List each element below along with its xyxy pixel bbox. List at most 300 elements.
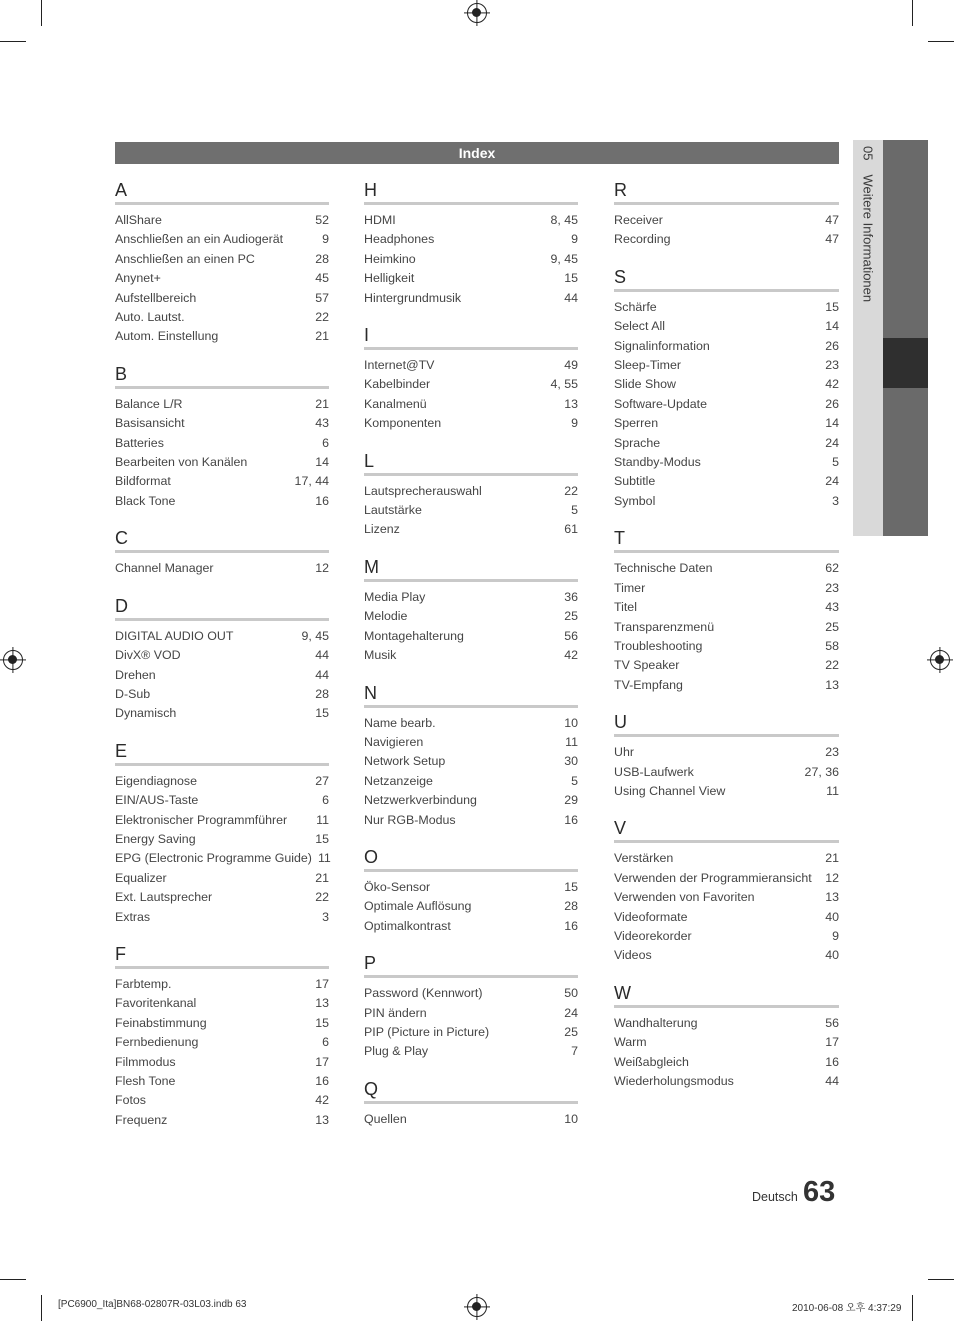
- index-entry: [614, 869, 839, 888]
- index-entry: [115, 646, 329, 665]
- entry-pages: 21: [315, 396, 329, 411]
- index-entry: [614, 317, 839, 336]
- entry-pages: 9, 45: [550, 251, 578, 266]
- entry-pages: 47: [825, 232, 839, 247]
- section-letter: U: [614, 712, 839, 737]
- index-entry: [364, 250, 578, 269]
- entry-term: Balance L/R: [115, 396, 183, 411]
- entry-pages: 6: [322, 435, 329, 450]
- entry-term: Videos: [614, 948, 652, 963]
- index-entry: [115, 472, 329, 491]
- entry-term: Network Setup: [364, 754, 446, 769]
- entry-pages: 6: [322, 1035, 329, 1050]
- index-entry: [614, 356, 839, 375]
- side-tab-label: [861, 146, 876, 346]
- entry-term: Uhr: [614, 745, 634, 760]
- entry-term: Basisansicht: [115, 416, 185, 431]
- entry-term: Schärfe: [614, 299, 657, 314]
- entry-term: Nur RGB-Modus: [364, 812, 456, 827]
- index-entry: [115, 327, 329, 346]
- entry-term: Bearbeiten von Kanälen: [115, 455, 248, 470]
- entry-pages: 8, 45: [550, 213, 578, 227]
- crop-mark: [928, 1279, 954, 1280]
- entry-pages: 44: [315, 648, 329, 663]
- entry-term: Netzwerkverbindung: [364, 793, 477, 808]
- index-entry: [364, 356, 578, 375]
- index-entry: [614, 230, 839, 249]
- entry-term: Videoformate: [614, 909, 688, 924]
- page-title: Index: [115, 142, 839, 164]
- index-section-i: [364, 325, 578, 434]
- entry-pages: 43: [825, 600, 839, 615]
- index-entry: [614, 298, 839, 317]
- entry-pages: 28: [564, 899, 578, 914]
- index-entry: [115, 1053, 329, 1072]
- entry-term: Software-Update: [614, 396, 707, 411]
- index-column-1: [115, 180, 329, 1147]
- section-letter: C: [115, 528, 329, 553]
- index-entry: [115, 772, 329, 791]
- entry-term: Timer: [614, 580, 646, 595]
- section-letter: P: [364, 953, 578, 978]
- index-entry: [614, 395, 839, 414]
- index-entry: [614, 849, 839, 868]
- entry-pages: 27, 36: [804, 764, 839, 779]
- index-entry: [614, 1072, 839, 1091]
- entry-pages: 44: [825, 1074, 839, 1088]
- entry-term: Lautsprecherauswahl: [364, 483, 482, 498]
- entry-term: Subtitle: [614, 474, 656, 489]
- index-entry: [364, 395, 578, 414]
- registration-mark-icon: [467, 1297, 487, 1317]
- entry-term: Extras: [115, 909, 151, 924]
- section-letter: O: [364, 847, 578, 872]
- index-entry: [364, 230, 578, 249]
- entry-pages: 16: [564, 918, 578, 933]
- index-section-r: [614, 180, 839, 250]
- chapter-number: 05: [860, 146, 876, 161]
- entry-term: Signalinformation: [614, 338, 710, 353]
- entry-term: Weißabgleich: [614, 1054, 689, 1069]
- entry-term: Receiver: [614, 213, 663, 227]
- section-letter: E: [115, 741, 329, 766]
- entry-term: Plug & Play: [364, 1044, 429, 1059]
- index-section-w: [614, 983, 839, 1092]
- entry-term: Password (Kennwort): [364, 986, 483, 1001]
- index-entry: [115, 453, 329, 472]
- entry-pages: 16: [564, 812, 578, 827]
- entry-pages: 22: [825, 658, 839, 673]
- section-letter: T: [614, 528, 839, 553]
- entry-term: Kabelbinder: [364, 377, 431, 392]
- entry-pages: 43: [315, 416, 329, 431]
- entry-term: Favoritenkanal: [115, 996, 197, 1011]
- entry-pages: 9: [832, 928, 839, 943]
- entry-term: Wiederholungsmodus: [614, 1074, 734, 1088]
- index-entry: [614, 559, 839, 578]
- section-letter: W: [614, 983, 839, 1008]
- index-entry: [614, 888, 839, 907]
- registration-mark-icon: [3, 650, 23, 670]
- index-entry: [614, 656, 839, 675]
- entry-term: EPG (Electronic Programme Guide): [115, 851, 312, 866]
- index-entry: [364, 897, 578, 916]
- entry-pages: 17: [315, 1054, 329, 1069]
- index-entry: [115, 994, 329, 1013]
- entry-pages: 13: [315, 996, 329, 1011]
- entry-pages: 5: [571, 503, 578, 518]
- entry-pages: 4, 55: [550, 377, 578, 392]
- index-column-2: [364, 180, 578, 1146]
- entry-pages: 42: [315, 1093, 329, 1108]
- entry-term: Verwenden der Programmieransicht: [614, 870, 812, 885]
- index-entry: [614, 1014, 839, 1033]
- entry-pages: 14: [825, 416, 839, 431]
- entry-term: Fernbedienung: [115, 1035, 199, 1050]
- index-entry: [115, 1091, 329, 1110]
- entry-term: TV Speaker: [614, 658, 680, 673]
- index-section-l: [364, 451, 578, 540]
- entry-pages: 44: [315, 667, 329, 682]
- entry-pages: 23: [825, 580, 839, 595]
- index-entry: [115, 434, 329, 453]
- entry-pages: 50: [564, 986, 578, 1001]
- print-date-info: 2010-06-08 오후 4:37:29: [792, 1303, 902, 1314]
- index-section-h: [364, 180, 578, 308]
- entry-pages: 42: [564, 648, 578, 663]
- index-entry: [614, 414, 839, 433]
- entry-term: Black Tone: [115, 493, 176, 508]
- index-entry: [614, 472, 839, 491]
- index-entry: [614, 618, 839, 637]
- entry-pages: 25: [564, 609, 578, 624]
- entry-term: Kanalmenü: [364, 396, 427, 411]
- index-entry: [614, 946, 839, 965]
- index-entry: [364, 1042, 578, 1061]
- entry-term: Sleep-Timer: [614, 358, 682, 373]
- section-letter: N: [364, 683, 578, 708]
- entry-term: Transparenzmenü: [614, 619, 715, 634]
- index-section-t: [614, 528, 839, 695]
- entry-term: Technische Daten: [614, 561, 713, 576]
- entry-pages: 10: [564, 715, 578, 730]
- entry-term: Melodie: [364, 609, 408, 624]
- registration-mark-icon: [930, 650, 950, 670]
- entry-pages: 21: [315, 329, 329, 344]
- entry-term: Filmmodus: [115, 1054, 176, 1069]
- entry-pages: 15: [315, 1015, 329, 1030]
- entry-term: TV-Empfang: [614, 677, 683, 692]
- entry-term: Aufstellbereich: [115, 290, 197, 305]
- entry-term: Komponenten: [364, 416, 442, 431]
- entry-pages: 56: [564, 628, 578, 643]
- entry-term: HDMI: [364, 213, 396, 227]
- entry-pages: 24: [564, 1005, 578, 1020]
- entry-pages: 15: [315, 706, 329, 721]
- crop-mark: [0, 1279, 26, 1280]
- index-entry: [614, 453, 839, 472]
- section-letter: Q: [364, 1079, 578, 1104]
- entry-term: Fotos: [115, 1093, 146, 1108]
- entry-term: Optimalkontrast: [364, 918, 451, 933]
- index-section-p: [364, 953, 578, 1062]
- entry-term: Hintergrundmusik: [364, 290, 462, 305]
- entry-pages: 52: [315, 213, 329, 227]
- index-entry: [364, 520, 578, 539]
- entry-pages: 30: [564, 754, 578, 769]
- index-entry: [115, 1072, 329, 1091]
- index-entry: [115, 269, 329, 288]
- entry-term: Titel: [614, 600, 637, 615]
- entry-term: Anschließen an ein Audiogerät: [115, 232, 284, 247]
- entry-term: Select All: [614, 319, 665, 334]
- section-letter: L: [364, 451, 578, 476]
- index-section-e: [115, 741, 329, 927]
- entry-pages: 24: [825, 435, 839, 450]
- index-entry: [614, 676, 839, 695]
- index-entry: [115, 627, 329, 646]
- entry-term: Using Channel View: [614, 783, 726, 798]
- entry-pages: 11: [826, 783, 839, 798]
- entry-term: Symbol: [614, 493, 656, 508]
- index-entry: [614, 598, 839, 617]
- entry-term: Autom. Einstellung: [115, 329, 219, 344]
- index-entry: [614, 782, 839, 801]
- entry-term: Media Play: [364, 589, 426, 604]
- entry-term: DIGITAL AUDIO OUT: [115, 628, 234, 643]
- entry-pages: 28: [315, 686, 329, 701]
- index-entry: [614, 579, 839, 598]
- entry-pages: 26: [825, 396, 839, 411]
- entry-pages: 7: [571, 1044, 578, 1059]
- index-section-u: [614, 712, 839, 801]
- entry-pages: 12: [825, 870, 839, 885]
- section-letter: M: [364, 557, 578, 582]
- entry-pages: 25: [825, 619, 839, 634]
- index-entry: [115, 395, 329, 414]
- index-entry: [115, 1033, 329, 1052]
- index-entry: [364, 917, 578, 936]
- index-entry: [614, 927, 839, 946]
- entry-pages: 15: [564, 271, 578, 286]
- index-entry: [364, 211, 578, 230]
- index-entry: [364, 811, 578, 830]
- index-entry: [364, 289, 578, 308]
- section-letter: F: [115, 944, 329, 969]
- index-entry: [364, 772, 578, 791]
- entry-pages: 6: [322, 793, 329, 808]
- entry-term: Optimale Auflösung: [364, 899, 472, 914]
- entry-pages: 24: [825, 474, 839, 489]
- entry-term: Equalizer: [115, 870, 167, 885]
- index-entry: [364, 269, 578, 288]
- entry-term: Quellen: [364, 1111, 407, 1126]
- entry-pages: 5: [571, 773, 578, 788]
- entry-term: Troubleshooting: [614, 638, 703, 653]
- section-letter: D: [115, 596, 329, 621]
- entry-pages: 13: [315, 1112, 329, 1127]
- entry-pages: 28: [315, 251, 329, 266]
- footer-language: Deutsch: [752, 1190, 798, 1204]
- index-entry: [115, 492, 329, 511]
- entry-pages: 49: [564, 358, 578, 373]
- entry-pages: 9, 45: [301, 628, 329, 643]
- index-entry: [364, 607, 578, 626]
- index-entry: [115, 888, 329, 907]
- index-section-s: [614, 267, 839, 511]
- index-entry: [364, 482, 578, 501]
- entry-term: D-Sub: [115, 686, 151, 701]
- entry-pages: 9: [571, 416, 578, 431]
- entry-term: Navigieren: [364, 734, 424, 749]
- index-entry: [614, 337, 839, 356]
- entry-pages: 16: [825, 1054, 839, 1069]
- entry-pages: 13: [825, 677, 839, 692]
- index-entry: [364, 414, 578, 433]
- entry-pages: 9: [571, 232, 578, 247]
- index-entry: [364, 1023, 578, 1042]
- entry-term: Feinabstimmung: [115, 1015, 207, 1030]
- entry-pages: 3: [322, 909, 329, 924]
- index-entry: [115, 250, 329, 269]
- index-entry: [115, 1014, 329, 1033]
- entry-term: Channel Manager: [115, 561, 214, 576]
- crop-mark: [912, 1295, 913, 1321]
- entry-term: Öko-Sensor: [364, 879, 431, 894]
- entry-pages: 45: [315, 271, 329, 286]
- index-entry: [364, 878, 578, 897]
- section-letter: I: [364, 325, 578, 350]
- entry-pages: 61: [564, 522, 578, 537]
- index-entry: [115, 704, 329, 723]
- print-file-info: [PC6900_Ita]BN68-02807R-03L03.indb 63: [58, 1299, 247, 1310]
- index-entry: [115, 666, 329, 685]
- entry-pages: 62: [825, 561, 839, 576]
- entry-term: EIN/AUS-Taste: [115, 793, 199, 808]
- entry-term: USB-Laufwerk: [614, 764, 694, 779]
- entry-term: Slide Show: [614, 377, 676, 392]
- index-section-m: [364, 557, 578, 666]
- entry-term: Lautstärke: [364, 503, 422, 518]
- entry-term: Anschließen an einen PC: [115, 251, 255, 266]
- crop-mark: [41, 0, 42, 26]
- entry-term: Helligkeit: [364, 271, 415, 286]
- index-entry: [614, 637, 839, 656]
- entry-term: Musik: [364, 648, 397, 663]
- index-entry: [115, 830, 329, 849]
- entry-pages: 56: [825, 1015, 839, 1030]
- entry-term: Montagehalterung: [364, 628, 464, 643]
- entry-term: Energy Saving: [115, 831, 196, 846]
- entry-term: Lizenz: [364, 522, 400, 537]
- entry-term: Batteries: [115, 435, 164, 450]
- index-entry: [115, 791, 329, 810]
- section-letter: R: [614, 180, 839, 205]
- entry-term: DivX® VOD: [115, 648, 181, 663]
- entry-pages: 21: [825, 851, 839, 866]
- entry-term: PIN ändern: [364, 1005, 427, 1020]
- crop-mark: [928, 41, 954, 42]
- entry-pages: 9: [322, 232, 329, 247]
- entry-term: Farbtemp.: [115, 976, 172, 991]
- entry-term: Eigendiagnose: [115, 773, 197, 788]
- entry-pages: 5: [832, 455, 839, 470]
- entry-term: Videorekorder: [614, 928, 692, 943]
- entry-pages: 22: [315, 310, 329, 325]
- entry-term: Frequenz: [115, 1112, 168, 1127]
- index-entry: [614, 211, 839, 230]
- section-letter: A: [115, 180, 329, 205]
- entry-pages: 17, 44: [294, 474, 329, 489]
- entry-pages: 58: [825, 638, 839, 653]
- entry-pages: 23: [825, 358, 839, 373]
- index-entry: [614, 492, 839, 511]
- crop-mark: [912, 0, 913, 26]
- index-entry: [115, 289, 329, 308]
- index-entry: [364, 733, 578, 752]
- entry-pages: 26: [825, 338, 839, 353]
- entry-pages: 16: [315, 493, 329, 508]
- entry-pages: 11: [317, 851, 331, 866]
- entry-term: Sprache: [614, 435, 661, 450]
- crop-mark: [0, 41, 26, 42]
- entry-pages: 27: [315, 773, 329, 788]
- index-entry: [115, 685, 329, 704]
- chapter-title: Weitere Informationen: [860, 174, 876, 303]
- index-entry: [115, 849, 329, 868]
- index-entry: [364, 714, 578, 733]
- index-entry: [614, 743, 839, 762]
- entry-term: Wandhalterung: [614, 1015, 698, 1030]
- entry-term: Name bearb.: [364, 715, 436, 730]
- entry-pages: 25: [564, 1024, 578, 1039]
- entry-pages: 13: [825, 890, 839, 905]
- entry-term: Internet@TV: [364, 358, 435, 373]
- index-section-b: [115, 364, 329, 511]
- entry-term: Warm: [614, 1035, 647, 1050]
- index-entry: [614, 375, 839, 394]
- entry-term: Auto. Lautst.: [115, 310, 185, 325]
- entry-term: Elektronischer Programmführer: [115, 812, 288, 827]
- entry-term: Standby-Modus: [614, 455, 701, 470]
- entry-pages: 15: [825, 299, 839, 314]
- index-entry: [614, 908, 839, 927]
- entry-term: Verstärken: [614, 851, 674, 866]
- entry-pages: 15: [315, 831, 329, 846]
- index-entry: [364, 1004, 578, 1023]
- entry-term: Anynet+: [115, 271, 161, 286]
- section-letter: V: [614, 818, 839, 843]
- entry-pages: 40: [825, 948, 839, 963]
- index-entry: [364, 501, 578, 520]
- crop-mark: [41, 1295, 42, 1321]
- entry-term: Flesh Tone: [115, 1074, 176, 1088]
- entry-term: Sperren: [614, 416, 659, 431]
- entry-term: PIP (Picture in Picture): [364, 1024, 490, 1039]
- index-entry: [364, 627, 578, 646]
- index-entry: [115, 211, 329, 230]
- index-section-n: [364, 683, 578, 830]
- entry-pages: 40: [825, 909, 839, 924]
- entry-pages: 17: [315, 976, 329, 991]
- index-entry: [364, 375, 578, 394]
- entry-pages: 11: [565, 734, 578, 749]
- section-letter: H: [364, 180, 578, 205]
- entry-term: Verwenden von Favoriten: [614, 890, 755, 905]
- index-entry: [364, 588, 578, 607]
- index-entry: [115, 811, 329, 830]
- entry-pages: 57: [315, 290, 329, 305]
